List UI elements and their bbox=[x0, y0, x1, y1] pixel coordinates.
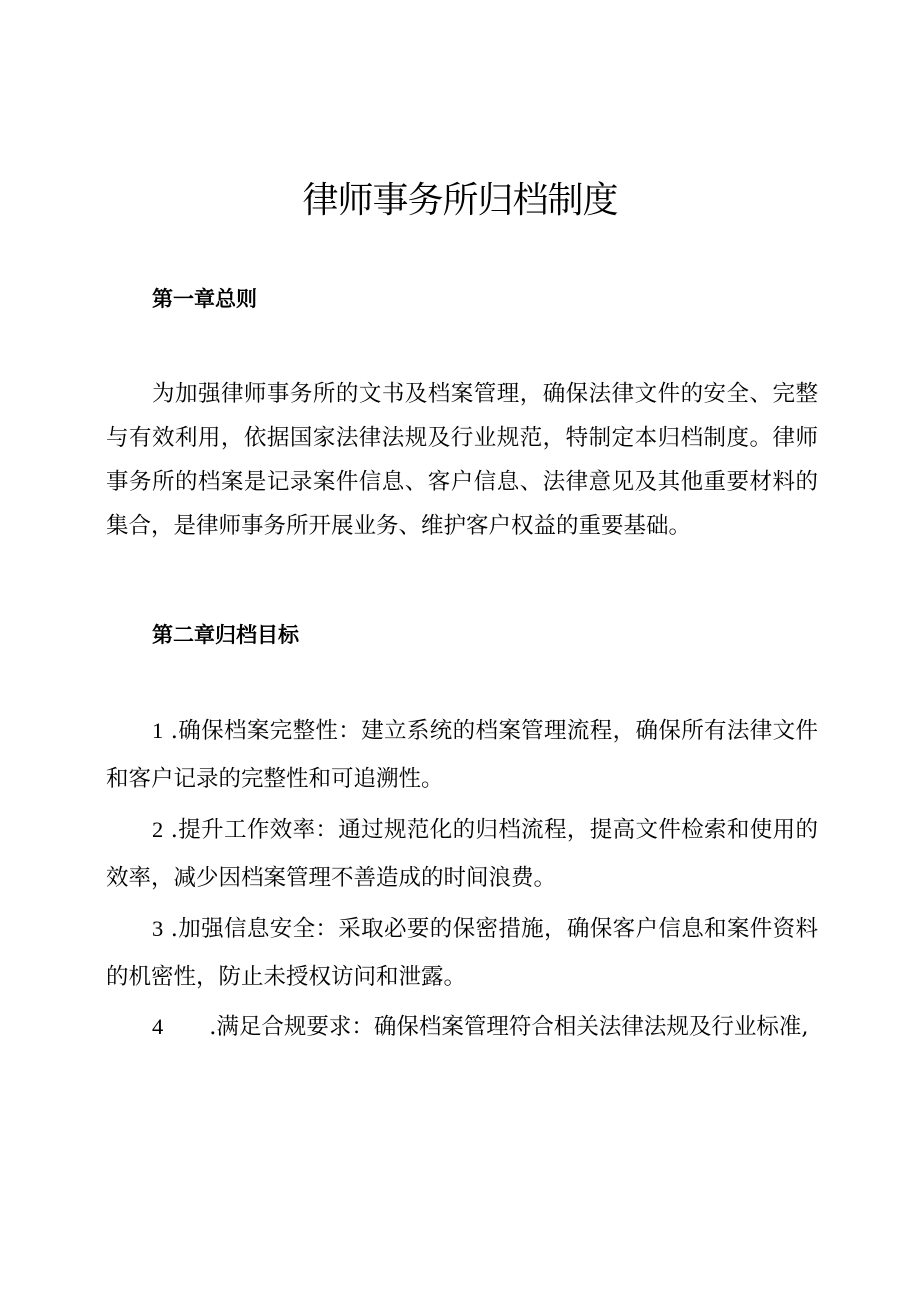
goal-item-4-text: .满足合规要求：确保档案管理符合相关法律法规及行业标准, bbox=[209, 1014, 809, 1040]
goal-item-4 bbox=[106, 1003, 818, 1051]
goal-item-2-text: .提升工作效率：通过规范化的归档流程，提高文件检索和使用的效率，减少因档案管理不善造成的时间浪费。 bbox=[106, 817, 818, 891]
goal-item-3-text: .加强信息安全：采取必要的保密措施，确保客户信息和案件资料的机密性，防止未授权访问和泄露。 bbox=[106, 916, 818, 990]
goal-item-1-text: .确保档案完整性：建立系统的档案管理流程，确保所有法律文件和客户记录的完整性和可追溯性。 bbox=[106, 718, 818, 792]
goal-item-1 bbox=[106, 707, 818, 803]
chapter-1-paragraph: 为加强律师事务所的文书及档案管理，确保法律文件的安全、完整与有效利用，依据国家法律法规及行业规范，特制定本归档制度。律师事务所的档案是记录案件信息、客户信息、法律意见及其他重要材料的集合，是律师事务所开展业务、维护客户权益的重要基础。 bbox=[106, 381, 818, 539]
goal-item-3 bbox=[106, 905, 818, 1001]
chapter-1-heading: 第一章总则 bbox=[152, 287, 257, 311]
goal-item-2-number: 2 bbox=[152, 817, 164, 842]
goal-item-1-number: 1 bbox=[152, 718, 164, 743]
goal-item-2 bbox=[106, 806, 818, 902]
chapter-2-heading: 第二章归档目标 bbox=[152, 623, 299, 647]
goal-item-3-number: 3 bbox=[152, 916, 164, 941]
document-title: 律师事务所归档制度 bbox=[302, 180, 618, 221]
goal-item-4-number: 4 bbox=[152, 1014, 164, 1039]
